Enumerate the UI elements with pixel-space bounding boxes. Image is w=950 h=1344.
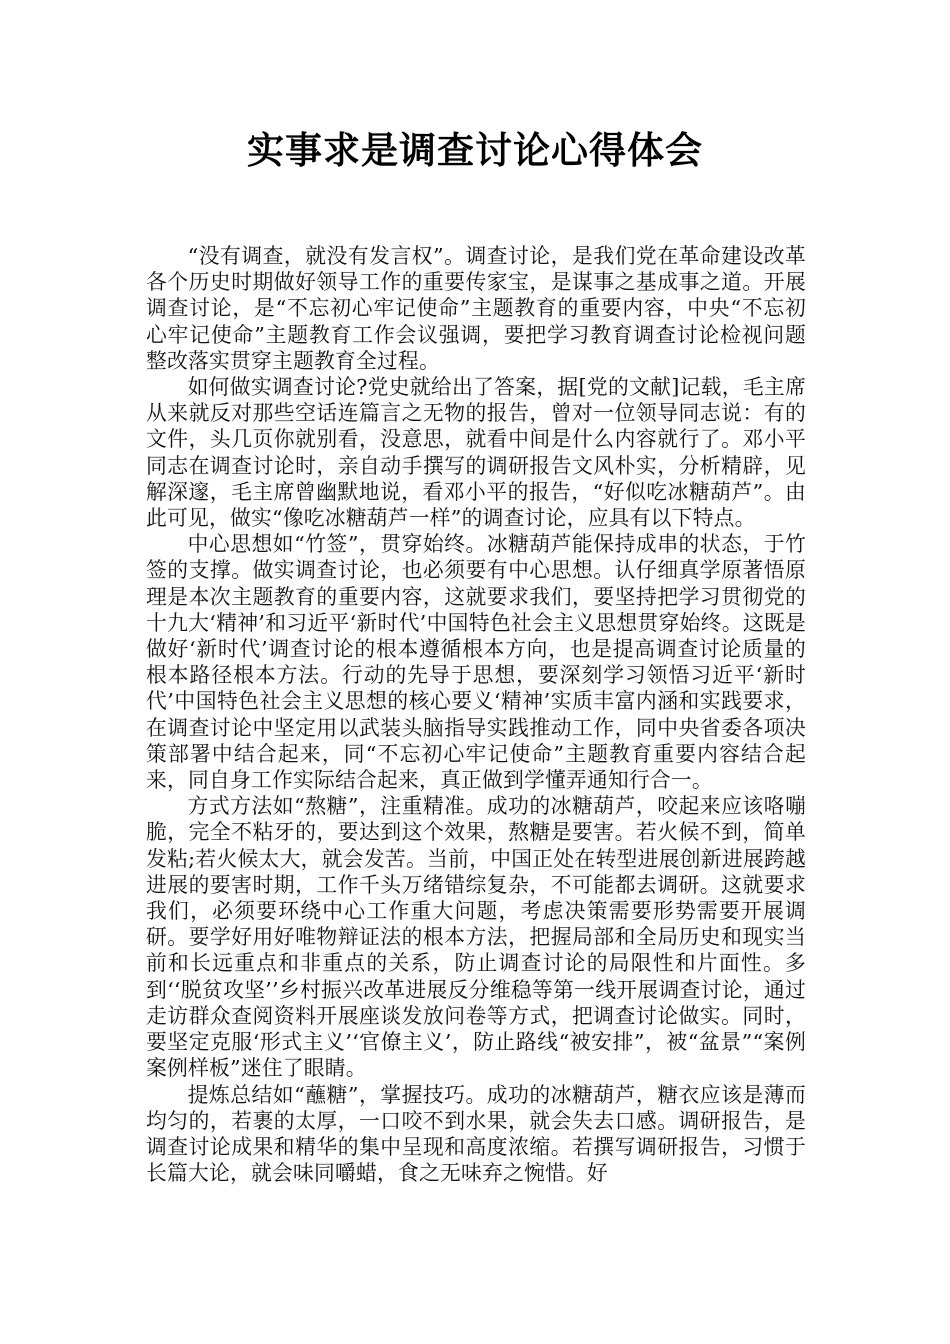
paragraph-3: 中心思想如“竹签”，贯穿始终。冰糖葫芦能保持成串的状态，于竹签的支撑。做实调查讨论，也必须要有中心思想。认仔细真学原著悟原理是本次主题教育的重要内容，这就要求我们，要坚持把学习贯彻党的十九大‘精神’和习近平‘新时代’中国特色社会主义思想贯穿始终。这既是做好‘新时代’调查讨论的根本遵循根本方向，也是提高调查讨论质量的根本路径根本方法。行动的先导于思想，要深刻学习领悟习近平‘新时代’中国特色社会主义思想的核心要义‘精神’实质丰富内涵和实践要求，在调查讨论中坚定用以武装头脑指导实践推动工作，同中央省委各项决策部署中结合起来，同“不忘初心牢记使命”主题教育重要内容结合起来，同自身工作实际结合起来，真正做到学懂弄通知行合一。 [146, 532, 806, 793]
document-body [146, 243, 806, 1186]
document-title: 实事求是调查讨论心得体会 [247, 129, 703, 172]
paragraph-2: 如何做实调查讨论?党史就给出了答案，据[党的文献]记载，毛主席从来就反对那些空话连篇言之无物的报告，曾对一位领导同志说：有的文件，头几页你就别看，没意思，就看中间是什么内容就行了。邓小平同志在调查讨论时，亲自动手撰写的调研报告文风朴实，分析精辟，见解深邃，毛主席曾幽默地说，看邓小平的报告，“好似吃冰糖葫芦”。由此可见，做实“像吃冰糖葫芦一样”的调查讨论，应具有以下特点。 [146, 375, 806, 531]
paragraph-5: 提炼总结如“蘸糖”，掌握技巧。成功的冰糖葫芦，糖衣应该是薄而均匀的，若裹的太厚，一口咬不到水果，就会失去口感。调研报告，是调查讨论成果和精华的集中呈现和高度浓缩。若撰写调研报告，习惯于长篇大论，就会味同嚼蜡，食之无味弃之惋惜。好 [146, 1082, 806, 1186]
paragraph-1: “没有调查，就没有发言权”。调查讨论，是我们党在革命建设改革各个历史时期做好领导工作的重要传家宝，是谋事之基成事之道。开展调查讨论，是“不忘初心牢记使命”主题教育的重要内容，中央“不忘初心牢记使命”主题教育工作会议强调，要把学习教育调查讨论检视问题整改落实贯穿主题教育全过程。 [146, 244, 806, 373]
paragraph-4: 方式方法如“熬糖”，注重精准。成功的冰糖葫芦，咬起来应该咯嘣脆，完全不粘牙的，要达到这个效果，熬糖是要害。若火候不到，简单发粘;若火候太大，就会发苦。当前，中国正处在转型进展创新进展跨越进展的要害时期，工作千头万绪错综复杂，不可能都去调研。这就要求我们，必须要环绕中心工作重大问题，考虑决策需要形势需要开展调研。要学好用好唯物辩证法的根本方法，把握局部和全局历史和现实当前和长远重点和非重点的关系，防止调查讨论的局限性和片面性。多到‘‘脱贫攻坚’’乡村振兴改革进展反分维稳等第一线开展调查讨论，通过走访群众查阅资料开展座谈发放问卷等方式，把调查讨论做实。同时，要坚定克服‘形式主义’‘官僚主义’，防止路线“被安排”，被“盆景”“案例案例样板”迷住了眼睛。 [146, 794, 806, 1081]
